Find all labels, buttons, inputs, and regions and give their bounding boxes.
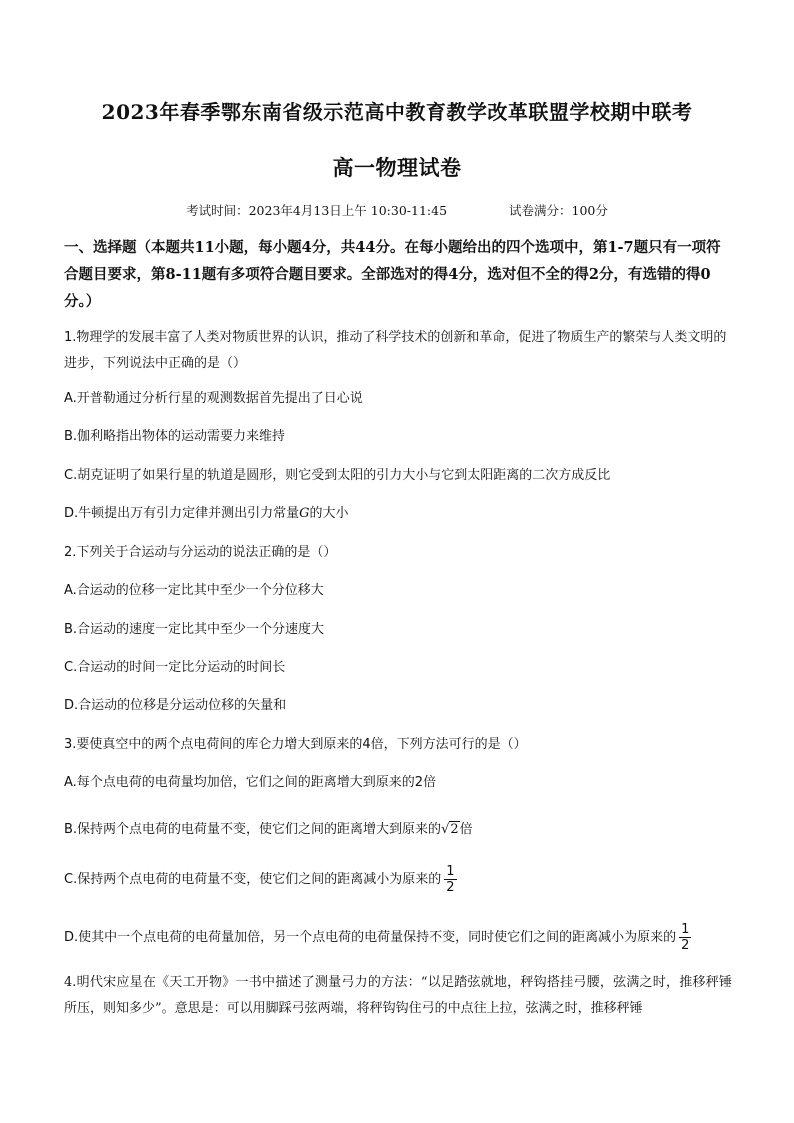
question-1-option-b: B.伽利略指出物体的运动需要力来维持 [64,429,286,444]
sqrt-expression: √2 [441,822,459,837]
question-2-option-b: B.合运动的速度一定比其中至少一个分速度大 [64,622,325,637]
question-3-option-b: B.保持两个点电荷的电荷量不变，使它们之间的距离增大到原来的√2倍 [64,822,473,837]
full-score: 试卷满分：100分 [509,203,608,218]
question-2-option-a: A.合运动的位移一定比其中至少一个分位移大 [64,583,324,598]
gravitational-constant-symbol: G [299,506,310,521]
question-3-option-d: D.使其中一个点电荷的电荷量加倍，另一个点电荷的电荷量保持不变，同时使它们之间的距离减小为原来的 $\frac{1}{2}$ [64,922,690,953]
question-1-option-a: A.开普勒通过分析行星的观测数据首先提出了日心说 [64,391,363,406]
exam-title: 2023年春季鄂东南省级示范高中教育教学改革联盟学校期中联考 [101,100,693,124]
question-4-stem: 4.明代宋应星在《天工开物》一书中描述了测量弓力的方法：“以足踏弦就地，秤钩搭挂弓腰，弦满之时，推移秤锤所压，则知多少”。意思是：可以用脚踩弓弦两端，将秤钩钩住弓的中点往上拉，弦满之时，推移秤锤 [64,975,732,1016]
question-2-option-c: C.合运动的时间一定比分运动的时间长 [64,660,286,675]
exam-meta [0,201,794,219]
question-2-option-d: D.合运动的位移是分运动位移的矢量和 [64,698,287,713]
question-3-option-c: C.保持两个点电荷的电荷量不变，使它们之间的距离减小为原来的 $\frac{1}{2}$ [64,864,455,895]
exam-subtitle: 高一物理试卷 [332,155,462,180]
question-2-stem: 2.下列关于合运动与分运动的说法正确的是（） [64,545,337,560]
fraction: $\frac{1}{2}$ [681,922,690,953]
question-1-option-c: C.胡克证明了如果行星的轨道是圆形，则它受到太阳的引力大小与它到太阳距离的二次方成反比 [64,468,611,483]
question-3-stem: 3.要使真空中的两个点电荷间的库仑力增大到原来的4倍，下列方法可行的是（） [64,737,527,752]
question-3-option-a: A.每个点电荷的电荷量均加倍，它们之间的距离增大到原来的2倍 [64,775,437,790]
question-1-stem: 1.物理学的发展丰富了人类对物质世界的认识，推动了科学技术的创新和革命，促进了物质生产的繁荣与人类文明的进步，下列说法中正确的是（） [64,330,727,371]
exam-time: 考试时间：2023年4月13日上午 10:30-11:45 [186,203,448,218]
fraction: $\frac{1}{2}$ [446,864,455,895]
question-1-option-d: D.牛顿提出万有引力定律并测出引力常量G的大小 [64,506,349,521]
section-heading: 一、选择题（本题共11小题，每小题4分，共44分。在每小题给出的四个选项中，第1-7题只有一项符合题目要求，第8-11题有多项符合题目要求。全部选对的得4分，选对但不全的得2分，有选错的得0分。） [64,239,721,310]
